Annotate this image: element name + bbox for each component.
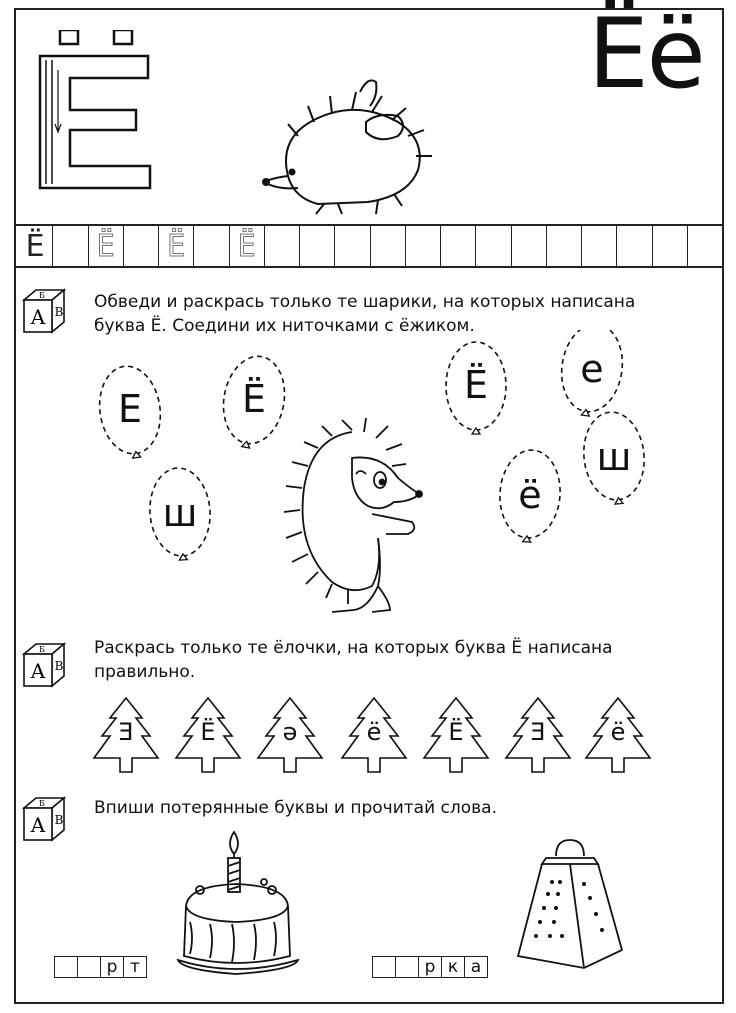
practice-cell-traced[interactable]: Ё (230, 226, 265, 266)
practice-cell[interactable] (53, 226, 88, 266)
task2-line1: Раскрась только те ёлочки, на которых буква Ё написана (94, 638, 613, 658)
fir-tree-6[interactable] (504, 696, 572, 774)
abc-side-letter: В (54, 305, 64, 319)
abc-top-letter: Б (39, 799, 45, 808)
abc-front-letter: А (30, 659, 46, 683)
word1-letter-box: р (100, 956, 123, 978)
grater-icon (512, 838, 628, 972)
practice-cell-traced[interactable]: Ё (89, 226, 124, 266)
task2-instruction (94, 636, 684, 684)
practice-cell[interactable]: Ё (18, 226, 53, 266)
practice-cell[interactable] (441, 226, 476, 266)
letter-pair-heading: Ёё (588, 0, 704, 110)
practice-cell[interactable] (547, 226, 582, 266)
practice-cell[interactable] (512, 226, 547, 266)
abc-top-letter: Б (39, 645, 45, 654)
fir-tree-4[interactable] (340, 696, 408, 774)
abc-block-icon (20, 640, 68, 690)
abc-front-letter: А (30, 813, 46, 837)
balloon-letter: е (580, 347, 604, 391)
tree-letter: Ë (448, 718, 464, 746)
practice-cell-traced[interactable]: Ё (159, 226, 194, 266)
practice-cell[interactable] (582, 226, 617, 266)
tree-letter: ё (366, 718, 382, 746)
word2-blank-box[interactable] (395, 956, 418, 978)
letter-practice-strip[interactable] (18, 226, 722, 266)
practice-cell[interactable] (265, 226, 300, 266)
fir-trees-row (92, 696, 652, 776)
word1-blank-box[interactable] (77, 956, 100, 978)
fir-tree-1[interactable] (92, 696, 160, 774)
tree-letter: Ǝ (118, 718, 134, 746)
task1-line1: Обведи и раскрась только те шарики, на которых написана (94, 292, 636, 312)
word2-blank-box[interactable] (372, 956, 395, 978)
practice-cell[interactable] (124, 226, 159, 266)
practice-cell[interactable] (688, 226, 722, 266)
word1-letter-box: т (123, 956, 147, 978)
practice-cell[interactable] (300, 226, 335, 266)
big-letter-e-outline (36, 30, 156, 190)
practice-cell[interactable] (194, 226, 229, 266)
practice-cell[interactable] (476, 226, 511, 266)
hedgehog-icon (282, 418, 428, 618)
practice-cell[interactable] (653, 226, 688, 266)
fir-tree-3[interactable] (256, 696, 324, 774)
balloon-letter: Ё (463, 363, 488, 407)
abc-side-letter: В (54, 659, 64, 673)
word2-boxes (372, 956, 488, 978)
abc-block-icon (20, 286, 68, 336)
practice-cell[interactable] (371, 226, 406, 266)
balloon-letter: Е (117, 387, 142, 431)
tree-letter: Ë (200, 718, 216, 746)
fir-tree-5[interactable] (422, 696, 490, 774)
word2-letter-box: а (464, 956, 488, 978)
tree-letter: Ǝ (530, 718, 546, 746)
tree-letter: ə (282, 718, 298, 746)
cake-with-candle-icon (176, 828, 300, 976)
practice-cell[interactable] (335, 226, 370, 266)
practice-cell[interactable] (617, 226, 652, 266)
fir-tree-7[interactable] (584, 696, 652, 774)
tree-letter: ё (610, 718, 626, 746)
practice-cell[interactable] (406, 226, 441, 266)
task1-line2: буква Ё. Соедини их ниточками с ёжиком. (94, 316, 475, 336)
word2-letter-box: к (441, 956, 464, 978)
task3-instruction: Впиши потерянные буквы и прочитай слова. (94, 798, 497, 818)
abc-side-letter: В (54, 813, 64, 827)
word1-blank-box[interactable] (54, 956, 77, 978)
abc-top-letter: Б (39, 291, 45, 300)
fir-tree-2[interactable] (174, 696, 242, 774)
balloon-letter: Ё (241, 377, 266, 421)
balloon-letter: ш (596, 435, 632, 479)
hedgehog-with-mushroom-icon (258, 66, 436, 216)
balloon-letter: ш (162, 491, 198, 535)
balloon-letter: ё (518, 473, 542, 517)
abc-block-icon (20, 794, 68, 844)
word2-letter-box: р (418, 956, 441, 978)
abc-front-letter: А (30, 305, 46, 329)
strip-divider (14, 266, 724, 268)
word1-boxes (54, 956, 147, 978)
task2-line2: правильно. (94, 662, 196, 682)
